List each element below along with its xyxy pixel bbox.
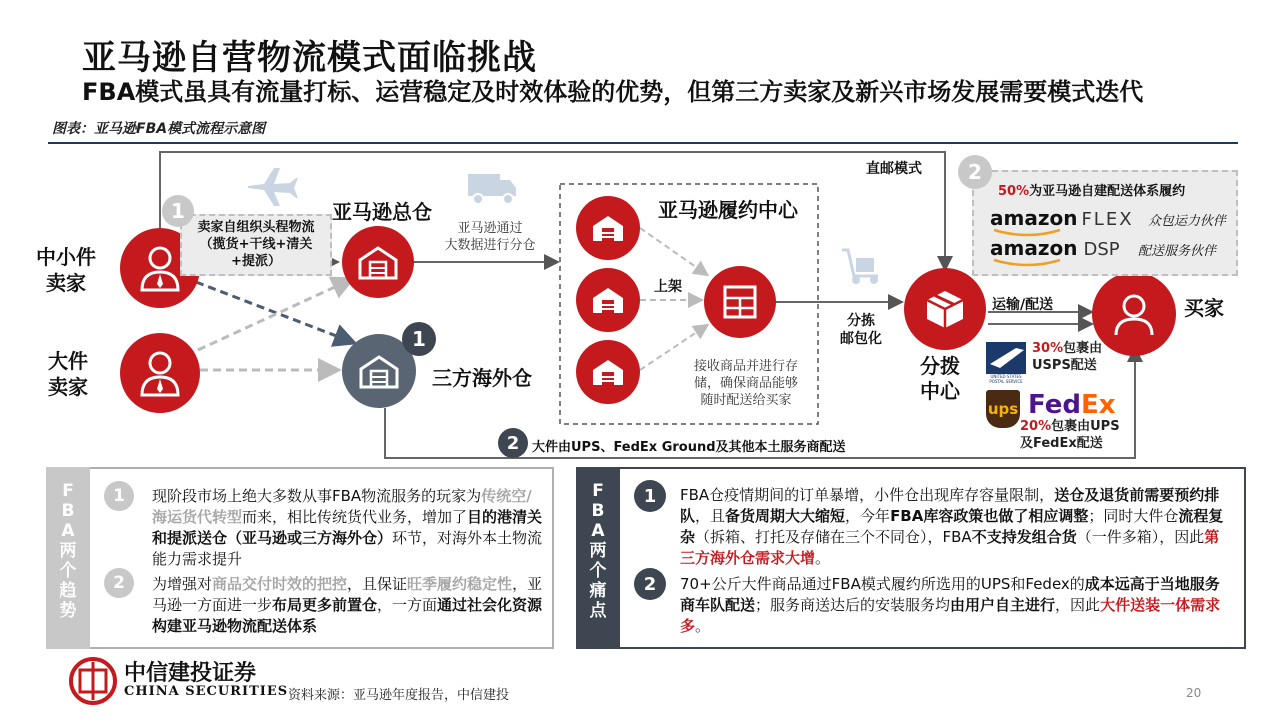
third-party-overseas-label: 三方海外仓 [432, 366, 532, 390]
pain-1-text: FBA仓疫情期间的订单暴增，小件仓出现库存容量限制，送仓及退货前需要预约排队，且备货周期大大缩短，今年FBA库容政策也做了相应调整；同时大件仓流程复杂（拆箱、打托及存储在三个不同仓），FBA不支持发组合货（一件多箱），因此第三方海外仓需求大增。 [680, 486, 1224, 567]
ups-fedex-caption: 20%包裹由UPS 及FedEx配送 [1020, 419, 1120, 451]
trend-2-badge: 2 [104, 568, 134, 598]
logo-en: CHINA SECURITIES [124, 684, 289, 699]
buyer-label: 买家 [1184, 296, 1224, 320]
shelf-icon [721, 284, 759, 320]
buyer-node [1092, 272, 1176, 356]
logo-cn: 中信建投证券 [124, 660, 257, 686]
trend-1-badge: 1 [104, 481, 134, 511]
trend-1-text: 现阶段市场上绝大多数从事FBA物流服务的玩家为传统空/海运货代转型而来，相比传统货代业务，增加了目的港清关和提派送仓（亚马逊或三方海外仓）环节，对海外本土物流能力需求提升 [152, 487, 543, 568]
source-note: 资料来源：亚马逊年度报告，中信建投 [288, 688, 510, 703]
direct-mail-label: 直邮模式 [866, 161, 922, 177]
usps-caption: 30%包裹由 USPS配送 [1032, 341, 1103, 373]
bigdata-note: 亚马逊通过 大数据进行分仓 [444, 221, 536, 253]
figure-label: 图表：亚马逊FBA模式流程示意图 [52, 121, 266, 137]
warehouse-icon [591, 357, 625, 387]
badge-2-light: 2 [958, 155, 992, 189]
warehouse-icon [591, 213, 625, 243]
dsp-desc: 配送服务伙伴 [1137, 244, 1216, 259]
truck-icon [466, 170, 518, 206]
large-seller-node [120, 333, 200, 413]
shelving-label: 上架 [654, 279, 682, 295]
pain-2-text: 70+公斤大件商品通过FBA模式履约所选用的UPS和Fedex的成本远高于当地服务商车队配送；服务商送达后的安装服务均由用户自主进行，因此大件送装一体需求多。 [680, 575, 1221, 635]
big-item-note: 大件由UPS、FedEx Ground及其他本土服务商配送 [532, 436, 846, 455]
fulfillment-center-label: 亚马逊履约中心 [658, 198, 798, 222]
receive-note: 接收商品并进行存 储，确保商品能够 随时配送给买家 [693, 359, 798, 408]
badge-2-dark: 2 [498, 428, 528, 458]
flex-desc: 众包运力伙伴 [1147, 214, 1226, 229]
warehouse-icon [591, 285, 625, 315]
package-icon [923, 287, 967, 331]
airplane-icon [244, 162, 298, 210]
warehouse-icon [358, 244, 398, 280]
usps-eagle-icon [986, 342, 1026, 374]
amazon-smile-icon [992, 258, 1064, 268]
fc-warehouse-1 [576, 196, 640, 260]
page-title: 亚马逊自营物流模式面临挑战 [82, 38, 537, 78]
ups-logo-icon: ups [986, 390, 1020, 428]
amazon-main-warehouse-label: 亚马逊总仓 [332, 200, 432, 224]
badge-1-light: 1 [162, 195, 194, 227]
fc-central-node [704, 266, 776, 338]
trend-2-text: 为增强对商品交付时效的把控，且保证旺季履约稳定性，亚马逊一方面进一步布局更多前置仓，一方面通过社会化资源构建亚马逊物流配送体系 [152, 575, 543, 635]
transport-label: 运输/配送 [992, 297, 1054, 313]
small-seller-label: 中小件 卖家 [36, 245, 96, 295]
amazon-dsp-logo: amazon DSP 配送服务伙伴 [990, 236, 1216, 260]
pain-2-badge: 2 [634, 568, 666, 600]
china-securities-logo-icon [68, 656, 118, 706]
fc-warehouse-2 [576, 268, 640, 332]
warehouse-icon [359, 353, 399, 389]
person-icon [138, 244, 182, 292]
fc-warehouse-3 [576, 340, 640, 404]
page-subtitle: FBA模式虽具有流量打标、运营稳定及时效体验的优势，但第三方卖家及新兴市场发展需要模式迭代 [82, 78, 1144, 106]
trends-tab: F B A 两 个 趋 势 [46, 467, 90, 649]
person-icon [1111, 291, 1157, 337]
pain-1-badge: 1 [634, 480, 666, 512]
usps-logo-text: UNITED STATES POSTAL SERVICE [989, 374, 1023, 384]
amazon-delivery-caption: 50%为亚马逊自建配送体系履约 [998, 184, 1186, 199]
amazon-main-warehouse-node [342, 226, 414, 298]
sort-pack-label: 分拣 邮包化 [840, 313, 882, 347]
hand-truck-icon [838, 246, 884, 286]
person-icon [138, 349, 182, 397]
sort-center-node [904, 268, 986, 350]
sort-center-label: 分拨 中心 [920, 354, 960, 403]
fedex-logo: FedEx [1028, 390, 1116, 420]
pains-tab: F B A 两 个 痛 点 [576, 467, 620, 649]
amazon-flex-logo: amazon FLEX 众包运力伙伴 [990, 206, 1226, 230]
page-number: 20 [1186, 686, 1202, 700]
large-seller-label: 大件 卖家 [48, 349, 88, 399]
seller-logistics-note: 卖家自组织头程物流 （揽货+干线+清关 +提派） [197, 220, 315, 269]
badge-1-dark: 1 [402, 322, 436, 356]
